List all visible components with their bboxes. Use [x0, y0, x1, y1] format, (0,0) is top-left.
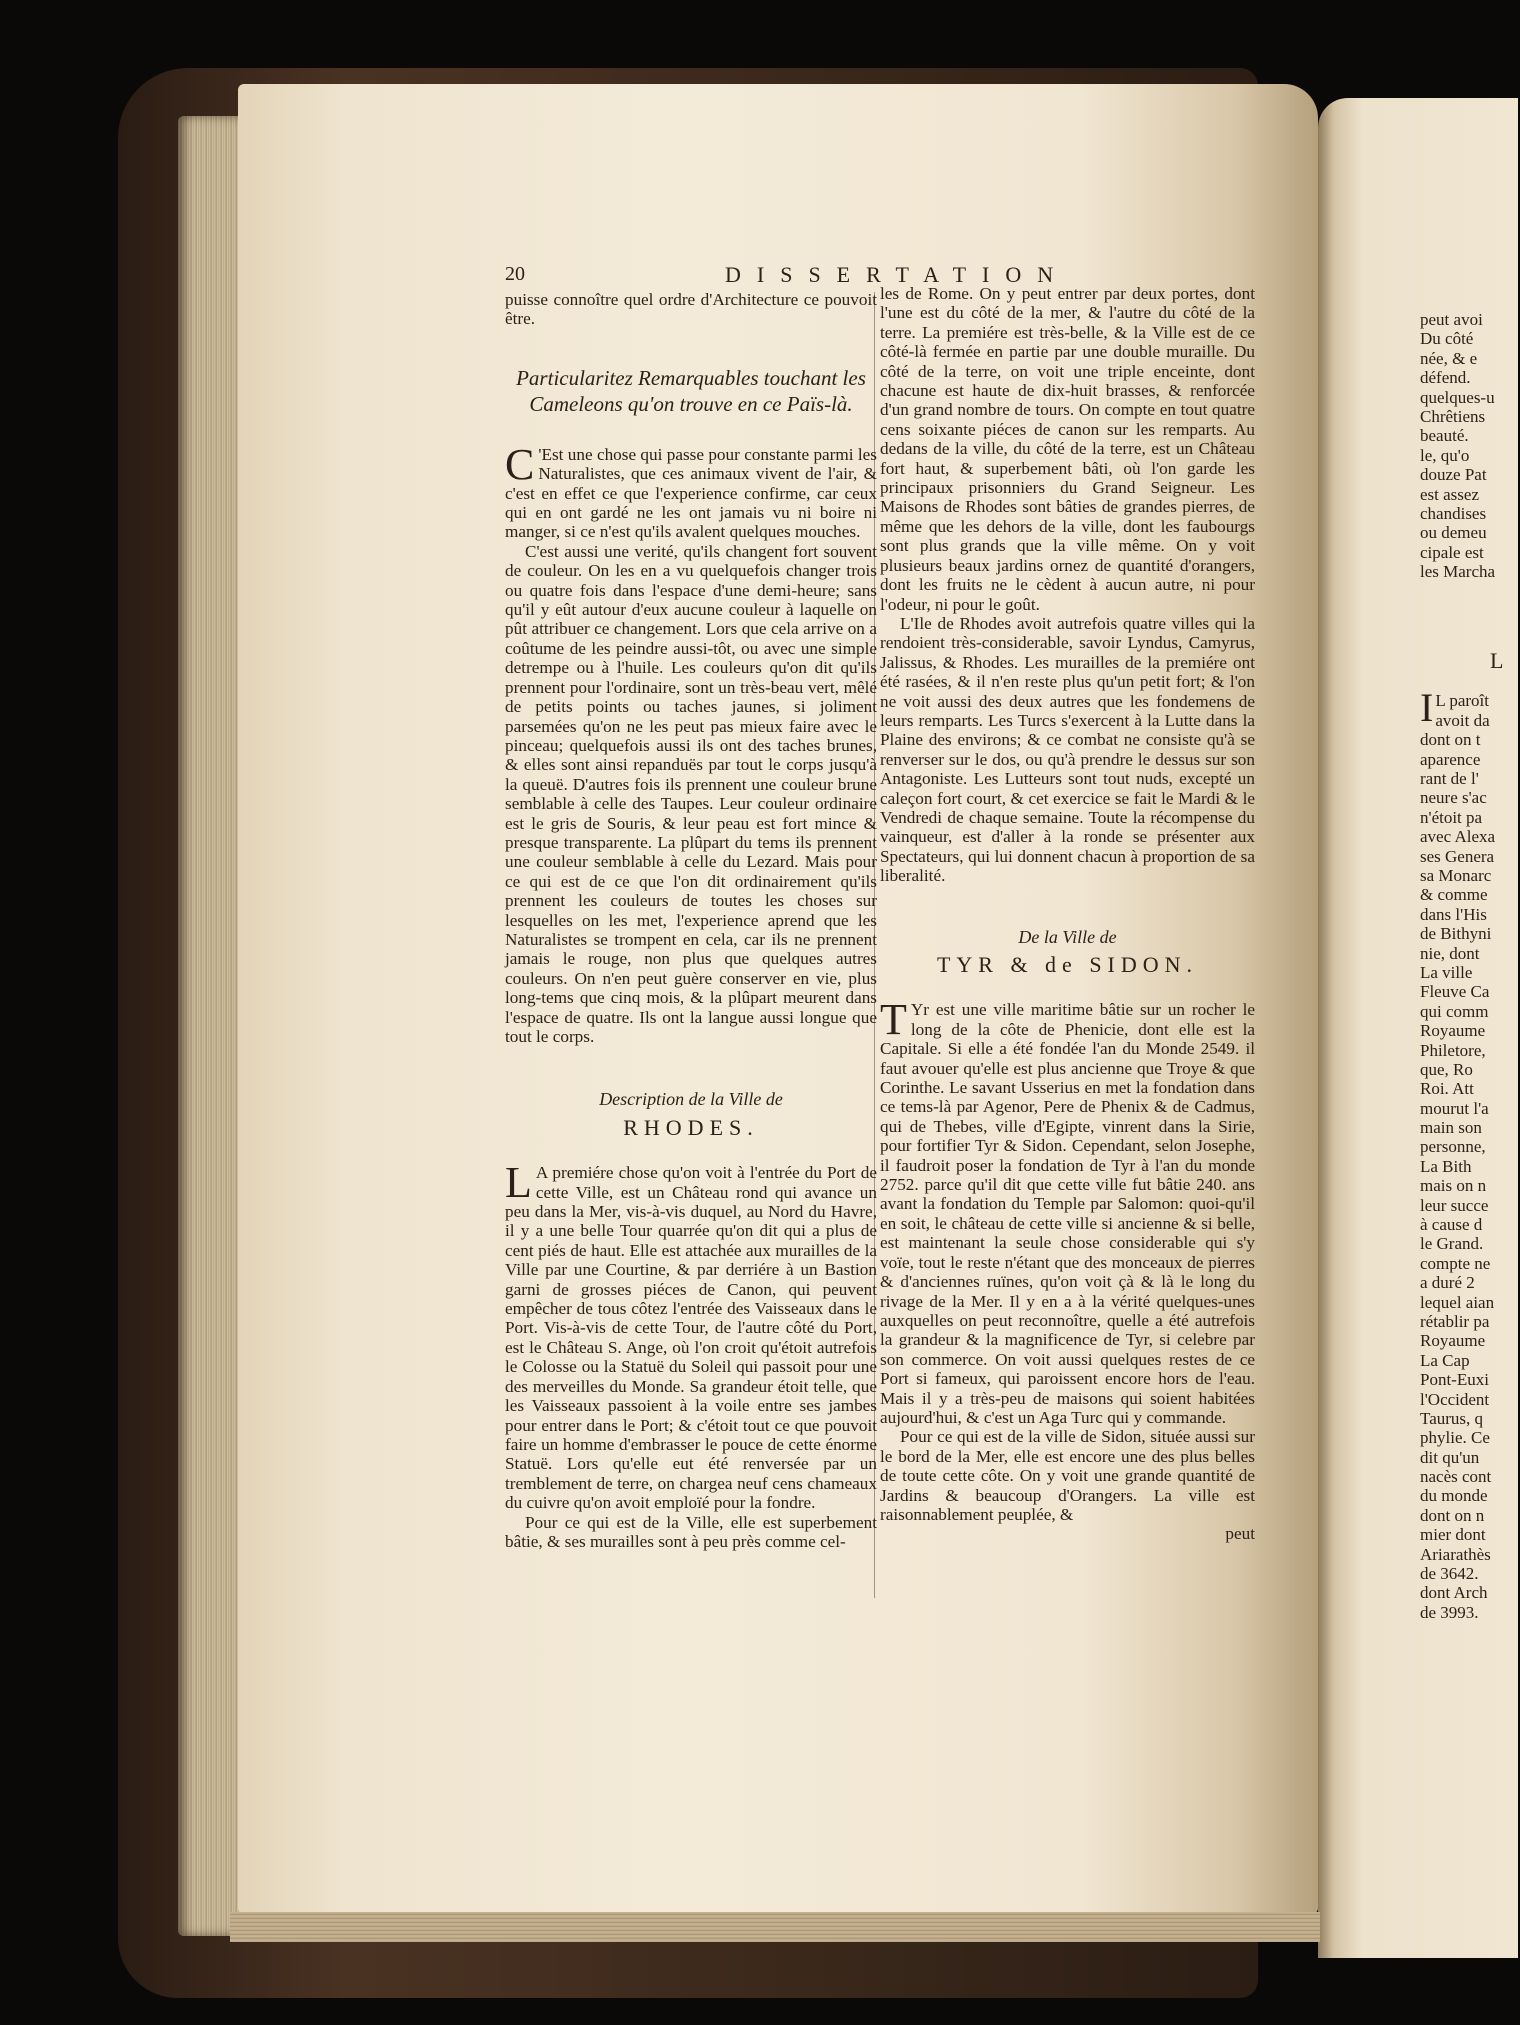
text-line: peut avoi: [1420, 310, 1483, 329]
paragraph: C 'Est une chose qui passe pour constante parmi les Naturalistes, que ces animaux vivent de l'air, & c'est en effet ce que l'experience confirme, car ceux qui en ont gardé ne les ont jamais vu ni boire ni manger, si ce n'est qu'ils avalent quelques mouches.: [505, 439, 877, 542]
text-line: Philetore,: [1420, 1040, 1486, 1060]
text-line: avec Alexa: [1420, 827, 1496, 847]
text-line: Ariarathès: [1420, 1544, 1491, 1564]
text-line: & comme: [1420, 885, 1488, 905]
text-line: née, & e: [1420, 348, 1478, 368]
text-line: Roi. Att: [1420, 1079, 1474, 1099]
section-heading: TYR & de SIDON.: [936, 952, 1199, 977]
text-line: ses Genera: [1420, 846, 1495, 866]
text-line: mais on n: [1420, 1176, 1487, 1196]
text-line: n'étoit pa: [1420, 807, 1483, 827]
paragraph: T Yr est une ville maritime bâtie sur un rocher le long de la côte de Phenicie, dont elle est la Capitale. Si elle a été fondée l'an du Monde 2549. il faut avouer qu'elle est plus ancienne que Troye & que Corinthe. Le savant Usserius en met la fondation dans ce tems-là par Agenor, Pere de Phenix & de Cadmus, qui de Thebes, ville d'Egipte, vinrent dans la Sirie, pour fortifier Tyr & Sidon. Cependant, selon Josephe, il faudroit poser la fondation de Tyr à l'an du monde 2752. parce qu'il dit que cette ville fut bâtie 240. ans avant la fondation du Temple par Salomon: quoi-qu'il en soit, le château de cette ville si ancienne & si belle, est maintenant la seule chose considerable qui s'y voïe, tout le reste n'étant que des monceaux de pierres & d'anciennes ruïnes, qu'on voit çà & là le long du rivage de la Mer. Il y en a à la vérité quelques-unes auxquelles on peut reconnoître, quelle a été autrefois la grandeur & la magnificence de Tyr, si celebre par son commerce. On voit aussi quelques restes de ce Port si fameux, qui paroissent encore hors de l'eau. Mais il y a très-peu de maisons qui soient habitées aujourd'hui, & c'est un Aga Turc qui y commande.: [880, 995, 1255, 1427]
text-line: l'Occident: [1420, 1389, 1490, 1409]
text-line: sa Monarc: [1420, 865, 1492, 885]
text-line: Fleuve Ca: [1420, 982, 1490, 1002]
text-column-right: [880, 284, 1255, 1544]
text-line: Royaume: [1420, 1331, 1486, 1351]
text-line: Pont-Euxi: [1420, 1370, 1489, 1390]
text-line: La Cap: [1420, 1350, 1470, 1370]
running-title: DISSERTATION: [725, 262, 1070, 287]
page-block-bottom: [230, 1912, 1320, 1942]
text-line: nie, dont: [1420, 943, 1480, 963]
text-line: dont Arch: [1420, 1583, 1488, 1603]
text-line: Du côté: [1420, 329, 1474, 349]
text-line: cipale est: [1420, 542, 1484, 562]
right-page-text-fragment: [1420, 310, 1520, 1622]
text-line: dit qu'un: [1420, 1447, 1480, 1467]
text-line: dont on t: [1420, 730, 1481, 750]
text-line: le Grand.: [1420, 1234, 1484, 1254]
text-line: La Bith: [1420, 1156, 1472, 1176]
text-line: phylie. Ce: [1420, 1428, 1490, 1448]
catchword: peut: [1225, 1524, 1255, 1544]
paragraph: Pour ce qui est de la Ville, elle est superbement bâtie, & ses murailles sont à peu près comme cel-: [505, 1512, 877, 1551]
text-line: a duré 2: [1420, 1273, 1475, 1293]
text-line: mourut l'a: [1420, 1098, 1489, 1118]
text-line: personne,: [1420, 1137, 1486, 1157]
paragraph: L'Ile de Rhodes avoit autrefois quatre villes qui la rendoient très-considerable, savoir Lyndus, Camyrus, Jalissus, & Rhodes. Les murailles de la premiére ont été rasées, & il n'en reste plus qu'un petit fort; & l'on ne voit aussi des deux autres que les fondemens de leurs remparts. Les Turcs s'exercent à la Lutte dans la Plaine des environs; & ce combat ne consiste qu'à se renverser sur le dos, ou qu'à prendre le dessus sur son Antagoniste. Les Lutteurs sont tout nuds, excepté un caleçon fort court, & cet exercice se fait le Mardi & le Vendredi de chaque semaine. Toute la récompense du vainqueur, est d'aller à la ronde se présenter aux Spectateurs, qui lui donnent chacun à proportion de sa liberalité.: [880, 613, 1255, 886]
paragraph: C'est aussi une verité, qu'ils changent fort souvent de couleur. On les en a vu quelquefois changer trois ou quatre fois dans l'espace d'une demi-heure; sans qu'il y eût autour d'eux aucune couleur à laquelle on pût attribuer ce changement. Lors que cela arrive on a coûtume de les peindre aussi-tôt, ou avec une simple detrempe ou à l'huile. Les couleurs qu'on dit qu'ils prennent pour l'ordinaire, sont un très-beau vert, mêlé de petits points ou taches jaunes, si joliment parsemées qu'on ne les peut pas mieux faire avec le pinceau; quelquefois aussi ils ont des taches brunes, & elles sont ainsi repanduës par tout le corps jusqu'à la queuë. D'autres fois ils prennent une couleur brune semblable à celle des Taupes. Leur couleur ordinaire est le gris de Souris, & leur peau est fort mince & presque transparente. La plûpart du tems ils prennent une couleur semblable à celle du Lezard. Mais pour ce qui est de ce que l'on dit ordinairement qu'ils prennent les couleurs de toutes les choses sur lesquelles on les met, l'experience aprend que les Naturalistes se trompent en cela, car ils ne prennent jamais le rouge, non plus que quelques autres couleurs. On n'en peut guère conserver en vie, plus long-tems que cinq mois, & la plûpart meurent dans l'espace de quatre. Ils ont la langue aussi longue que tout le corps.: [505, 541, 877, 1046]
text-line: La ville: [1420, 962, 1473, 982]
section-heading: RHODES.: [623, 1114, 759, 1140]
paragraph: Pour ce qui est de la ville de Sidon, située aussi sur le bord de la Mer, elle est encore une des plus belles de toute cette côte. On y voit une grande quantité de Jardins & beaucoup d'Orangers. La ville est raisonnablement peuplée, &: [880, 1427, 1255, 1524]
text-line: douze Pat: [1420, 465, 1487, 485]
drop-cap: C: [505, 439, 535, 489]
text-line: main son: [1420, 1118, 1482, 1138]
section-subtitle: De la Ville de: [1018, 926, 1117, 947]
text-line: rant de l': [1420, 769, 1479, 789]
text-line: neure s'ac: [1420, 788, 1487, 808]
paragraph: les de Rome. On y peut entrer par deux portes, dont l'une est du côté de la mer, & l'autre du côté de la terre. La premiére est très-belle, & la Ville est de ce côté-là fermée en partie par une double muraille. Du côté de la terre, on voit une triple enceinte, dont chacune est haute de dix-huit brasses, & renforcée d'un grand nombre de tours. On compte en tout quatre cens soixante piéces de canon sur les remparts. Au dedans de la ville, du côté de la terre, est un Château fort haut, & superbement bâti, où l'on garde les principaux prisonniers du Grand Seigneur. Les Maisons de Rhodes sont bâties de grandes pierres, de même que les dehors de la ville, dont les faubourgs sont plus grands que la ville même. On y voit plusieurs beaux jardins ornez de quantité d'orangers, dont les fruits ne le cèdent à aucun autre, ni pour l'odeur, ni pour le goût.: [880, 284, 1255, 614]
text-line: nacès cont: [1420, 1467, 1492, 1487]
text-line: quelques-u: [1420, 387, 1495, 407]
drop-cap: L: [505, 1158, 532, 1208]
text-line: défend.: [1420, 368, 1471, 388]
text-line: lequel aian: [1420, 1292, 1495, 1312]
text-line: Royaume: [1420, 1021, 1486, 1041]
text-line: est assez: [1420, 484, 1480, 504]
text-line: Chrêtiens: [1420, 406, 1486, 426]
text-line: Taurus, q: [1420, 1408, 1484, 1428]
text-line: de Bithyni: [1420, 924, 1492, 944]
text-line: L paroît: [1435, 691, 1489, 711]
text-line: ou demeu: [1420, 523, 1487, 543]
text-line: le, qu'o: [1420, 445, 1470, 465]
text-line: que, Ro: [1420, 1059, 1473, 1079]
text-line: chandises: [1420, 503, 1487, 523]
paragraph: L A premiére chose qu'on voit à l'entrée du Port de cette Ville, est un Château rond qui avance un peu dans la Mer, vis-à-vis duquel, au Nord du Havre, il y a une belle Tour quarrée qu'on dit qui a plus de cent piés de haut. Elle est attachée aux murailles de la Ville par une Courtine, & par derriére à un Bastion garni de grosses piéces de Canon, qui peuvent empêcher de tous côtez l'entrée des Vaisseaux dans le Port. Vis-à-vis de cette Tour, de l'autre côté du Port, est le Château S. Ange, où l'on croit qu'étoit autrefois le Colosse ou la Statuë du Soleil qui passoit pour une des merveilles du Monde. Sa grandeur étoit telle, que les Vaisseaux passoient à la voile entre ses jambes pour entrer dans le Port; & c'étoit tout ce que pouvoit faire un homme d'embrasser le pouce de cette énorme Statuë. Lors qu'elle eut été renversée par un tremblement de terre, on chargea neuf cens chameaux du cuivre qu'on avoit emploïé pour la fondre.: [505, 1158, 877, 1513]
text-line: dans l'His: [1420, 904, 1487, 924]
text-line: qui comm: [1420, 1001, 1489, 1021]
text-line: du monde: [1420, 1486, 1488, 1506]
page-number: 20: [505, 263, 525, 285]
text-column-left: [505, 290, 877, 1551]
heading-fragment: L: [1490, 648, 1504, 674]
drop-cap: I: [1420, 685, 1434, 731]
text-line: mier dont: [1420, 1525, 1486, 1545]
drop-cap: T: [880, 995, 907, 1045]
text-line: dont on n: [1420, 1505, 1485, 1525]
text-line: à cause d: [1420, 1215, 1483, 1235]
paragraph: puisse connoître quel ordre d'Architecture ce pouvoit être.: [505, 290, 877, 329]
text-line: leur succe: [1420, 1195, 1489, 1215]
text-line: les Marcha: [1420, 562, 1496, 582]
text-line: aparence: [1420, 749, 1481, 769]
section-title: Particularitez Remarquables touchant les Cameleons qu'on trouve en ce Païs-là.: [516, 365, 866, 416]
text-line: avoit da: [1435, 710, 1490, 730]
text-line: rétablir pa: [1420, 1311, 1490, 1331]
text-line: beauté.: [1420, 426, 1469, 446]
text-line: compte ne: [1420, 1253, 1491, 1273]
text-line: de 3993.: [1420, 1602, 1479, 1622]
text-line: de 3642.: [1420, 1564, 1479, 1584]
section-subtitle: Description de la Ville de: [599, 1089, 783, 1110]
